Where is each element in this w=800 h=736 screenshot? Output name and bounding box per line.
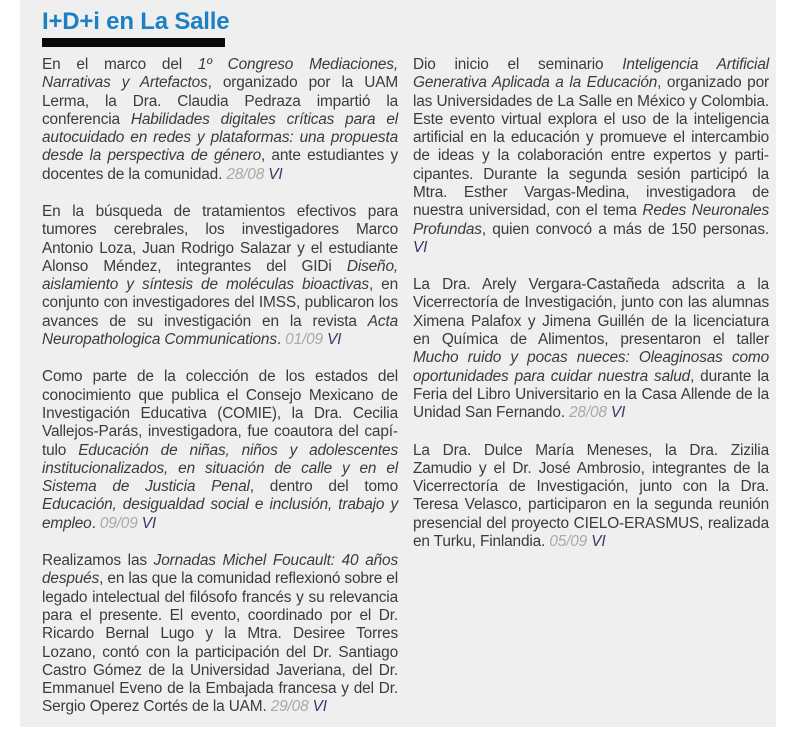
text-run: , dentro del tomo [249,478,398,496]
text-run: En la búsqueda de tratamientos efectivos para tumores cerebrales, los investigadores Marco Antonio Loza, Juan Rodrigo Salazar y el estudiante Alonso Méndez, integrantes del GIDi [42,202,398,275]
text-run: Acta Neuropathologica Communications [42,312,398,349]
page-title: I+D+i en La Salle [42,8,230,35]
two-column-layout [42,56,776,736]
news-item [42,56,398,184]
vi-link[interactable]: VI [141,514,156,532]
text-run: , durante la Feria del Libro Universitario en la Casa Allende de la Unidad San Fernando. [413,367,769,422]
text-run: La Dra. Arely Vergara-Castañeda adscrita a la Vicerrectoría de Investigación, junto con las alumnas Ximena Palafox y Jimena Guillén de la licenciatura en Química de Alimentos, presentaron el taller [413,276,769,349]
text-run: Dio inicio el seminario [413,55,623,73]
date-label: 29/08 [270,698,309,716]
news-item [413,276,769,422]
text-run: Jornadas Michel Foucault: 40 años después [42,552,398,588]
vi-link[interactable]: VI [268,165,283,183]
text-run: , ante estudiantes y docentes de la comunidad. [42,147,398,183]
vi-link[interactable]: VI [327,331,342,349]
text-run: , organizado por la UAM Lerma, la Dra. Claudia Pedraza impartió la conferencia [42,74,398,128]
news-item [413,442,769,552]
text-run: Redes Neuronales Profundas [413,202,770,238]
text-run: Habilidades digitales críticas para el autocuidado en redes y plataformas: una propuesta desde la perspectiva de género [42,110,398,165]
text-run: 1º Congreso Mediaciones, Narrativas y Artefactos [42,55,398,92]
news-item [42,552,398,717]
title-underline-bar [42,38,225,47]
text-run: , en conjunto con investigadores del IMSS, publicaron los avances de su investigación en la revista [42,276,399,330]
text-run: Educación, desigualdad social e inclusión, trabajo y empleo [42,496,398,532]
text-run: Inteligencia Artificial Generativa Aplicada a la Educación [413,55,769,92]
page-content [20,0,776,736]
text-run: Diseño, aislamiento y síntesis de moléculas bioactivas [42,257,398,294]
text-run: . [91,514,100,532]
date-label: 28/08 [569,404,607,422]
vi-link[interactable]: VI [413,238,428,256]
news-item [42,368,398,533]
date-label: 05/09 [549,533,588,551]
text-run: La Dra. Dulce María Meneses, la Dra. Zizilia Zamudio y el Dr. José Ambrosio, integrantes de la Vicerrectoría de Investigación, junto con la Dra. Teresa Velasco, participaron en la segunda reunión presencial del proyecto CIELO-ERASMUS, realizada en Turku, Finlandia. [413,441,769,551]
news-item [413,56,769,257]
date-label: 28/08 [226,165,265,183]
text-run: Mucho ruido y pocas nueces: Oleaginosas como oportunidades para cuidar nuestra salud [413,349,769,385]
newsletter-panel [20,0,776,727]
text-run: , en las que la comunidad reflexionó sobre el legado intelectual del filósofo francés y su relevancia para el presente. El evento, coordinado por el Dr. Ricardo Bernal Lugo y la Mtra. Desiree Torres Lozano, contó con la participación del Dr. Santiago Castro Gómez de la Universidad Javeriana, del Dr. Emmanuel Eveno de la Embajada francesa y del Dr. Sergio Operez Cortés de la UAM. [42,570,398,716]
text-run: En el marco del [42,55,198,73]
left-column [42,56,398,736]
date-label: 01/09 [285,331,323,349]
right-column [413,56,769,736]
masthead [42,9,776,47]
date-label: 09/09 [99,514,138,532]
text-run: Como parte de la colección de los estados del conocimiento que publica el Consejo Mexicano de Investigación Educativa (COMIE), la Dra. Cecilia Vallejos-Parás, investigadora, fue coautora del capítulo [42,368,398,459]
vi-link[interactable]: VI [610,404,626,422]
text-run: Educación de niñas, niños y adolescentes institucionalizados, en situación de calle y en el Sistema de Justicia Penal [42,441,398,496]
news-item [42,203,398,349]
vi-link[interactable]: VI [591,533,606,551]
text-run: . [276,331,286,349]
text-run: , organizado por las Universidades de La Salle en México y Colombia. Este evento virtual explora el uso de la inteligencia artificial en la educación y promueve el intercambio de ideas y la colaboración entre expertos y participantes. Durante la segunda sesión participó la Mtra. Esther Vargas-Medina, investigadora de nuestra universidad, con el tema [413,74,769,220]
text-run: , quien convocó a más de 150 personas. [481,220,769,238]
vi-link[interactable]: VI [312,698,327,716]
text-run: Realizamos las [42,552,154,570]
